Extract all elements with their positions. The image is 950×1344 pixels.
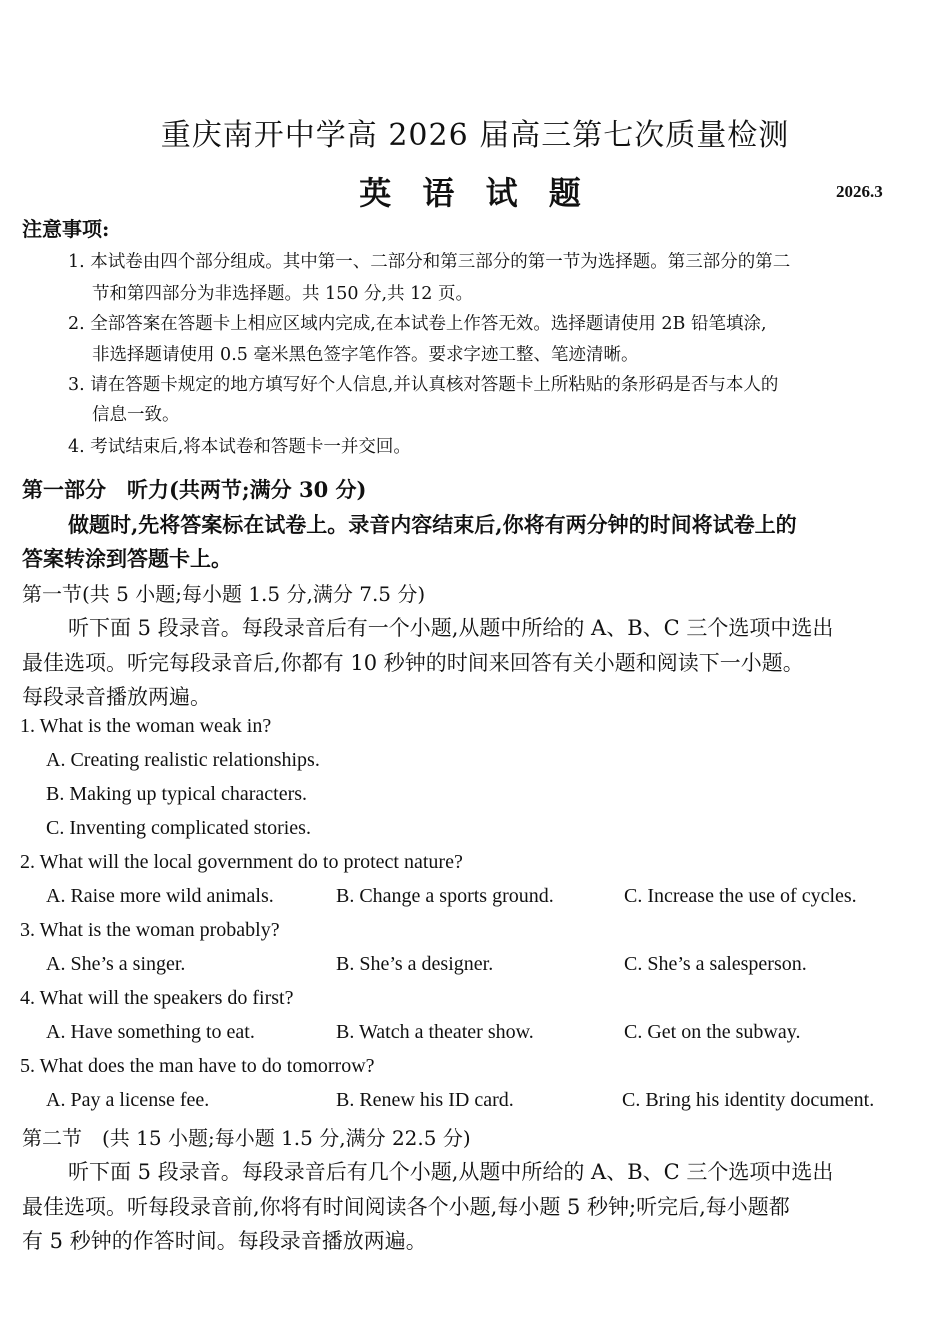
option-b: B. Watch a theater show. <box>336 1021 534 1043</box>
option-a: A. Raise more wild animals. <box>46 885 274 907</box>
notice-item: 信息一致。 <box>92 405 180 425</box>
option-c: C. She’s a salesperson. <box>624 953 807 975</box>
notice-heading: 注意事项: <box>22 217 110 241</box>
option-a: A. Pay a license fee. <box>46 1089 210 1111</box>
section1-intro: 每段录音播放两遍。 <box>22 685 211 709</box>
option-b: B. Renew his ID card. <box>336 1089 514 1111</box>
exam-date: 2026.3 <box>836 182 883 201</box>
section2-intro: 听下面 5 段录音。每段录音后有几个小题,从题中所给的 A、B、C 三个选项中选出 <box>68 1160 834 1184</box>
option-b: B. Change a sports ground. <box>336 885 554 907</box>
part1-instruction: 做题时,先将答案标在试卷上。录音内容结束后,你将有两分钟的时间将试卷上的 <box>68 512 797 537</box>
option-a: A. Creating realistic relationships. <box>46 749 320 771</box>
part1-instruction: 答案转涂到答题卡上。 <box>22 546 232 571</box>
section1-intro: 听下面 5 段录音。每段录音后有一个小题,从题中所给的 A、B、C 三个选项中选出 <box>68 616 834 640</box>
question: 5. What does the man have to do tomorrow? <box>20 1055 375 1077</box>
option-b: B. She’s a designer. <box>336 953 494 975</box>
option-c: C. Inventing complicated stories. <box>46 817 311 839</box>
notice-item: 4. 考试结束后,将本试卷和答题卡一并交回。 <box>68 437 411 457</box>
section2-intro: 有 5 秒钟的作答时间。每段录音播放两遍。 <box>22 1229 427 1253</box>
section2-heading: 第二节 (共 15 小题;每小题 1.5 分,满分 22.5 分) <box>22 1126 471 1150</box>
section2-intro: 最佳选项。听每段录音前,你将有时间阅读各个小题,每小题 5 秒钟;听完后,每小题都 <box>22 1195 790 1219</box>
question: 3. What is the woman probably? <box>20 919 280 941</box>
notice-item: 1. 本试卷由四个部分组成。其中第一、二部分和第三部分的第一节为选择题。第三部分的第二 <box>68 252 791 272</box>
option-c: C. Get on the subway. <box>624 1021 801 1043</box>
notice-item: 节和第四部分为非选择题。共 150 分,共 12 页。 <box>92 284 473 304</box>
part1-heading: 第一部分 听力(共两节;满分 30 分) <box>22 477 367 502</box>
section1-heading: 第一节(共 5 小题;每小题 1.5 分,满分 7.5 分) <box>22 582 426 606</box>
option-b: B. Making up typical characters. <box>46 783 308 805</box>
section1-intro: 最佳选项。听完每段录音后,你都有 10 秒钟的时间来回答有关小题和阅读下一小题。 <box>22 651 804 675</box>
option-c: C. Bring his identity document. <box>622 1089 875 1111</box>
notice-item: 3. 请在答题卡规定的地方填写好个人信息,并认真核对答题卡上所粘贴的条形码是否与本人的 <box>68 375 779 395</box>
option-a: A. She’s a singer. <box>46 953 186 975</box>
notice-item: 非选择题请使用 0.5 毫米黑色签字笔作答。要求字迹工整、笔迹清晰。 <box>92 345 639 365</box>
option-a: A. Have something to eat. <box>46 1021 255 1043</box>
option-c: C. Increase the use of cycles. <box>624 885 857 907</box>
notice-item: 2. 全部答案在答题卡上相应区域内完成,在本试卷上作答无效。选择题请使用 2B 铅笔填涂, <box>68 314 767 334</box>
question: 1. What is the woman weak in? <box>20 715 272 737</box>
subject-title: 英 语 试 题 <box>359 174 591 212</box>
question: 2. What will the local government do to protect nature? <box>20 851 463 873</box>
exam-title: 重庆南开中学高 2026 届高三第七次质量检测 <box>160 118 790 153</box>
question: 4. What will the speakers do first? <box>20 987 294 1009</box>
